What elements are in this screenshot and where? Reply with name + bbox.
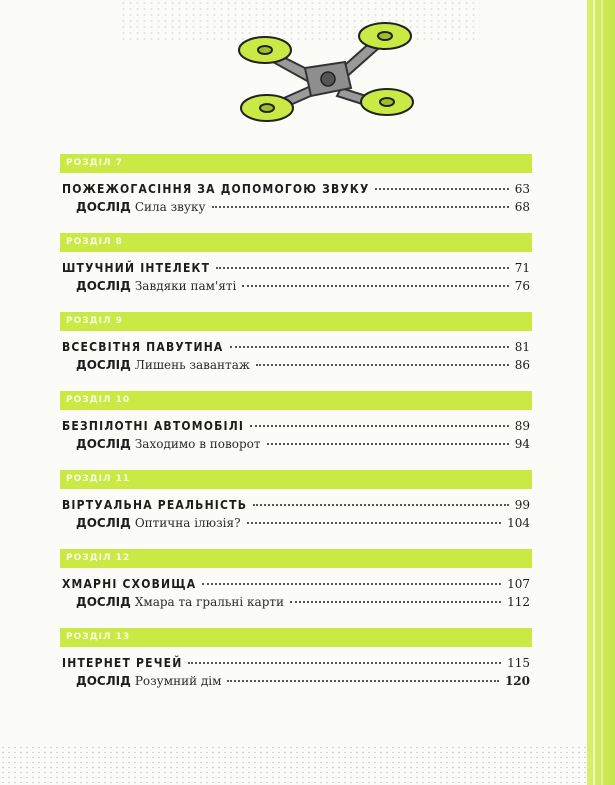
toc-section-11 [62,470,530,532]
circuit-edge-strip [587,0,615,785]
chapter-entry[interactable] [62,498,530,514]
section-header: РОЗДІЛ 9 [60,312,532,331]
table-of-contents [62,154,530,707]
experiment-title: Заходимо в поворот [134,437,261,451]
experiment-title: Лишень завантаж [134,358,250,372]
experiment-entry[interactable] [62,437,530,453]
experiment-entry[interactable] [62,279,530,295]
experiment-page: 94 [514,437,530,451]
dot-leader [227,680,499,682]
experiment-label: ДОСЛІД [76,595,131,609]
chapter-entry[interactable] [62,261,530,277]
dot-leader [216,267,509,269]
toc-section-7 [62,154,530,216]
chapter-page: 63 [514,182,530,196]
experiment-entry[interactable] [62,358,530,374]
dot-leader [267,443,509,445]
section-header: РОЗДІЛ 11 [60,470,532,489]
dot-leader [230,346,509,348]
experiment-page: 112 [507,595,530,609]
experiment-entry[interactable] [62,516,530,532]
experiment-page: 104 [507,516,530,530]
dot-leader [290,601,501,603]
dot-leader [202,583,501,585]
experiment-title: Сила звуку [134,200,206,214]
section-header: РОЗДІЛ 7 [60,154,532,173]
dot-leader [212,206,509,208]
chapter-title: БЕЗПІЛОТНІ АВТОМОБІЛІ [62,419,245,433]
toc-section-9 [62,312,530,374]
dot-leader [253,504,509,506]
chapter-entry[interactable] [62,419,530,435]
toc-section-8 [62,233,530,295]
dot-leader [242,285,508,287]
experiment-title: Розумний дім [134,674,222,688]
experiment-label: ДОСЛІД [76,437,131,451]
experiment-entry[interactable] [62,674,530,690]
experiment-title: Оптична ілюзія? [134,516,241,530]
chapter-page: 81 [514,340,530,354]
experiment-page: 86 [514,358,530,372]
chapter-page: 71 [514,261,530,275]
chapter-entry[interactable] [62,577,530,593]
chapter-entry[interactable] [62,656,530,672]
chapter-page: 115 [507,656,530,670]
toc-section-10 [62,391,530,453]
experiment-entry[interactable] [62,200,530,216]
chapter-page: 107 [507,577,530,591]
section-header: РОЗДІЛ 12 [60,549,532,568]
chapter-title: ШТУЧНИЙ ІНТЕЛЕКТ [62,261,211,275]
toc-section-13 [62,628,530,690]
chapter-title: ХМАРНІ СХОВИЩА [62,577,197,591]
chapter-title: ІНТЕРНЕТ РЕЧЕЙ [62,656,183,670]
section-header: РОЗДІЛ 13 [60,628,532,647]
chapter-title: ВІРТУАЛЬНА РЕАЛЬНІСТЬ [62,498,248,512]
dot-leader [188,662,501,664]
experiment-page: 120 [504,674,530,688]
section-header: РОЗДІЛ 10 [60,391,532,410]
section-header: РОЗДІЛ 8 [60,233,532,252]
experiment-title: Хмара та гральні карти [134,595,285,609]
experiment-title: Завдяки пам'яті [134,279,237,293]
chapter-title: ПОЖЕЖОГАСІННЯ ЗА ДОПОМОГОЮ ЗВУКУ [62,182,370,196]
experiment-label: ДОСЛІД [76,279,131,293]
dot-leader [375,188,508,190]
experiment-label: ДОСЛІД [76,516,131,530]
dot-leader [250,425,509,427]
dot-leader [256,364,509,366]
chapter-title: ВСЕСВІТНЯ ПАВУТИНА [62,340,224,354]
toc-section-12 [62,549,530,611]
experiment-page: 76 [514,279,530,293]
experiment-page: 68 [514,200,530,214]
experiment-label: ДОСЛІД [76,200,131,214]
chapter-entry[interactable] [62,182,530,198]
chapter-page: 89 [514,419,530,433]
chapter-page: 99 [514,498,530,512]
speckle-decoration-bottom [0,745,590,785]
experiment-label: ДОСЛІД [76,674,131,688]
experiment-entry[interactable] [62,595,530,611]
drone-icon [225,10,425,140]
experiment-label: ДОСЛІД [76,358,131,372]
chapter-entry[interactable] [62,340,530,356]
dot-leader [247,522,502,524]
